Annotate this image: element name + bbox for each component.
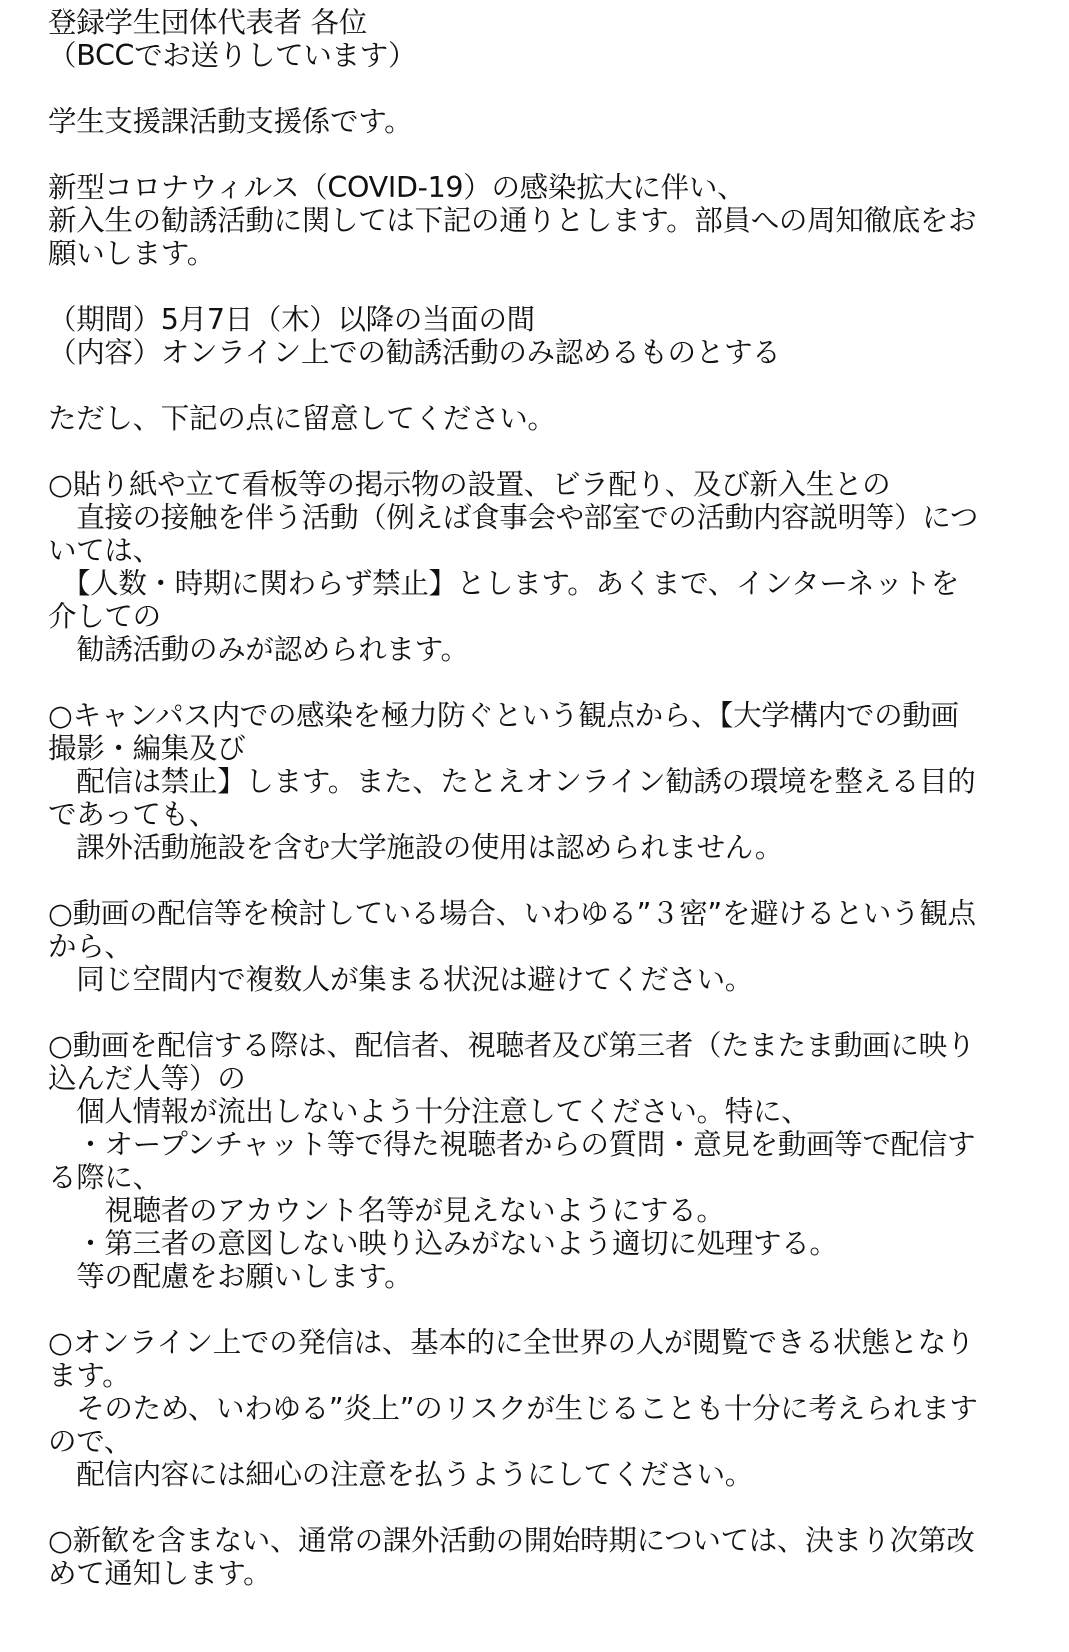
text-line: 学生支援課活動支援係です。 — [48, 105, 413, 138]
text-line: ○新歓を含まない、通常の課外活動の開始時期については、決まり次第改 — [48, 1524, 975, 1557]
blank-line — [48, 270, 1025, 303]
text-line: ○貼り紙や立て看板等の掲示物の設置、ビラ配り、及び新入生との — [48, 468, 891, 501]
blank-line — [48, 1293, 1025, 1326]
text-line: （BCCでお送りしています） — [48, 39, 417, 72]
blank-line — [48, 666, 1025, 699]
text-line: 等の配慮をお願いします。 — [48, 1260, 413, 1293]
text-line: 配信内容には細心の注意を払うようにしてください。 — [48, 1458, 754, 1491]
text-line: ○動画を配信する際は、配信者、視聴者及び第三者（たまたま動画に映り — [48, 1029, 975, 1062]
text-line: 介しての — [48, 600, 161, 633]
text-line: 新入生の勧誘活動に関しては下記の通りとします。部員への周知徹底をお — [48, 204, 977, 237]
blank-line — [48, 138, 1025, 171]
text-line: めて通知します。 — [48, 1557, 272, 1590]
text-line: から、 — [48, 930, 133, 963]
text-line: る際に、 — [48, 1161, 161, 1194]
text-line: 直接の接触を伴う活動（例えば食事会や部室での活動内容説明等）につ — [48, 501, 979, 534]
text-line: （内容）オンライン上での勧誘活動のみ認めるものとする — [48, 336, 781, 369]
text-line: （期間）5月7日（木）以降の当面の間 — [48, 303, 535, 336]
text-line: ・オープンチャット等で得た視聴者からの質問・意見を動画等で配信す — [48, 1128, 976, 1161]
text-line: であっても、 — [48, 798, 217, 831]
text-line: ので、 — [48, 1425, 133, 1458]
text-line: 勧誘活動のみが認められます。 — [48, 633, 469, 666]
text-line: 視聴者のアカウント名等が見えないようにする。 — [48, 1194, 725, 1227]
text-line: 登録学生団体代表者 各位 — [48, 6, 367, 39]
text-line: そのため、いわゆる”炎上”のリスクが生じることも十分に考えられます — [48, 1392, 978, 1425]
text-line: ○動画の配信等を検討している場合、いわゆる”３密”を避けるという観点 — [48, 897, 976, 930]
text-line: いては、 — [48, 534, 161, 567]
text-line: ・第三者の意図しない映り込みがないよう適切に処理する。 — [48, 1227, 838, 1260]
text-line: 同じ空間内で複数人が集まる状況は避けてください。 — [48, 963, 754, 996]
text-line: 込んだ人等）の — [48, 1062, 246, 1095]
text-line: 撮影・編集及び — [48, 732, 246, 765]
text-line: 新型コロナウィルス（COVID-19）の感染拡大に伴い、 — [48, 171, 746, 204]
text-line: 配信は禁止】します。また、たとえオンライン勧誘の環境を整える目的 — [48, 765, 976, 798]
blank-line — [48, 864, 1025, 897]
blank-line — [48, 1491, 1025, 1524]
text-line: ただし、下記の点に留意してください。 — [48, 402, 556, 435]
text-line: 課外活動施設を含む大学施設の使用は認められません。 — [48, 831, 783, 864]
text-line: 個人情報が流出しないよう十分注意してください。特に、 — [48, 1095, 810, 1128]
blank-line — [48, 369, 1025, 402]
text-line: ○オンライン上での発信は、基本的に全世界の人が閲覧できる状態となり — [48, 1326, 975, 1359]
blank-line — [48, 996, 1025, 1029]
blank-line — [48, 435, 1025, 468]
text-line: 願いします。 — [48, 237, 215, 270]
text-line: 【人数・時期に関わらず禁止】とします。あくまで、インターネットを — [48, 567, 959, 600]
blank-line — [48, 72, 1025, 105]
text-line: ます。 — [48, 1359, 131, 1392]
text-line: ○キャンパス内での感染を極力防ぐという観点から、【大学構内での動画 — [48, 699, 959, 732]
